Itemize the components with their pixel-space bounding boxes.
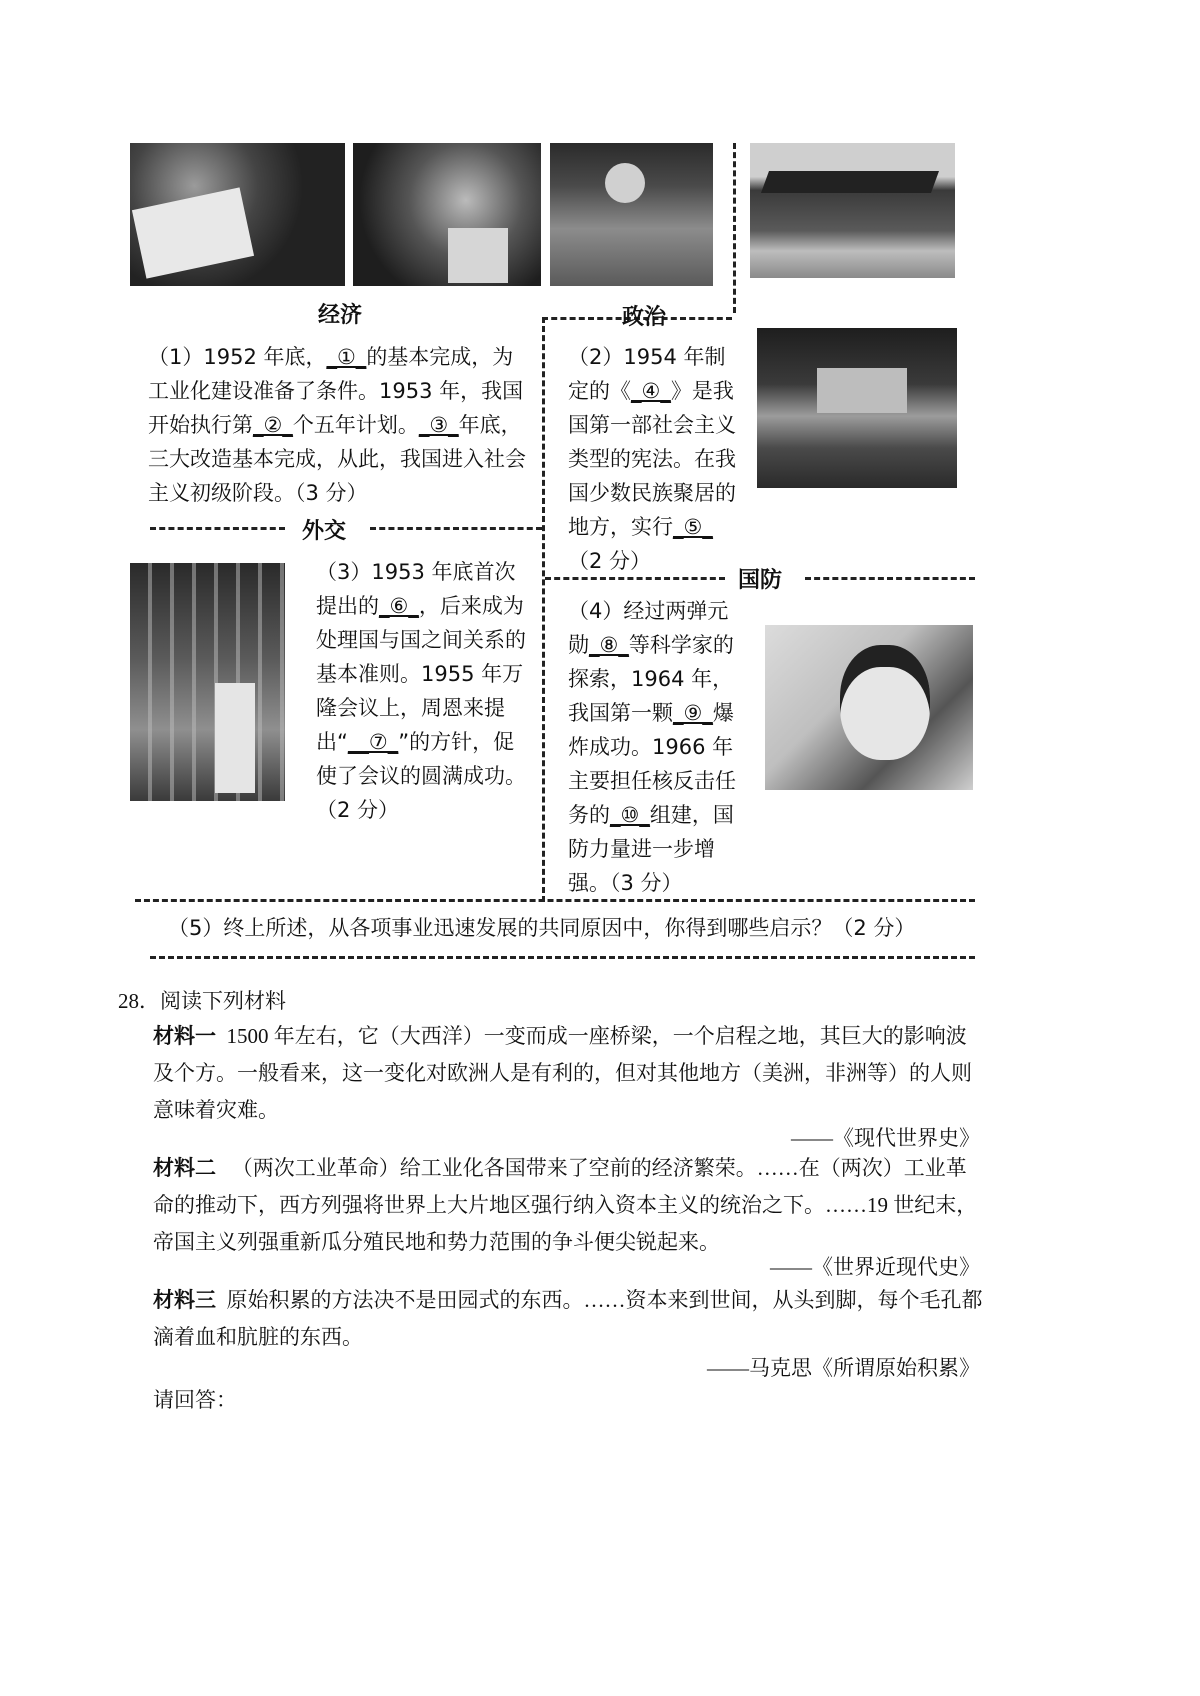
section-title-politics: 政治 xyxy=(622,305,667,330)
material-3-label: 材料三 xyxy=(153,1288,216,1312)
diplomacy-paragraph: （3）1953 年底首次提出的_⑥_，后来成为处理国与国之间关系的基本准则。1955 年万隆会议上，周恩来提出“__⑦_”的方针，促使了会议的圆满成功。（2 分） xyxy=(316,560,526,822)
blank-3: _③_ xyxy=(418,413,459,437)
blank-1: _①_ xyxy=(326,345,367,369)
defense-paragraph: （4）经过两弹元勋_⑧_等科学家的探索，1964 年，我国第一颗_⑨_爆炸成功。1966 年主要担任核反击任务的_⑩_组建，国防力量进一步增强。（3 分） xyxy=(568,599,736,895)
photo-bandung-conference xyxy=(130,563,285,801)
material-2-source: ——《世界近现代史》 xyxy=(770,1255,980,1279)
blank-7: __⑦_ xyxy=(347,730,399,754)
material-3 xyxy=(153,1282,983,1356)
divider-summary-top xyxy=(135,899,975,902)
question-28-header xyxy=(118,983,286,1020)
section-title-defense: 国防 xyxy=(738,568,783,593)
material-2-label: 材料二 xyxy=(153,1156,216,1180)
blank-10: _⑩_ xyxy=(610,803,650,827)
photo-five-year-plan xyxy=(353,143,541,286)
blank-8: _⑧_ xyxy=(589,633,629,657)
photo-land-reform xyxy=(130,143,345,286)
photo-npc-meeting xyxy=(757,328,957,488)
photo-soldier xyxy=(550,143,713,286)
question-number: 28． xyxy=(118,989,160,1013)
material-1-source: ——《现代世界史》 xyxy=(791,1126,980,1150)
section-title-economy: 经济 xyxy=(318,303,363,328)
material-2 xyxy=(153,1150,983,1261)
blank-4: _④_ xyxy=(631,379,671,403)
question-intro: 阅读下列材料 xyxy=(160,989,286,1013)
economy-paragraph: （1）1952 年底，_①_的基本完成，为工业化建设准备了条件。1953 年，我国开始执行第_②_个五年计划。_③_年底，三大改造基本完成，从此，我国进入社会主义初级阶段。（3 分） xyxy=(148,345,526,505)
material-2-text: （两次工业革命）给工业化各国带来了空前的经济繁荣。……在（两次）工业革命的推动下，西方列强将世界上大片地区强行纳入资本主义的统治之下。……19 世纪末，帝国主义列强重新瓜分殖民地和势力范围的争斗便尖锐起来。 xyxy=(153,1156,978,1254)
material-1-label: 材料一 xyxy=(153,1024,216,1048)
politics-paragraph: （2）1954 年制定的《_④_》是我国第一部社会主义类型的宪法。在我国少数民族聚居的地方，实行_⑤_（2 分） xyxy=(568,345,736,573)
photo-scientist xyxy=(765,625,973,790)
answer-prompt: 请回答： xyxy=(153,1388,237,1412)
material-1-text: 1500 年左右，它（大西洋）一变而成一座桥梁，一个启程之地，其巨大的影响波及个方。一般看来，这一变化对欧洲人是有利的，但对其他地方（美洲，非洲等）的人则意味着灾难。 xyxy=(153,1024,972,1122)
blank-2: _②_ xyxy=(253,413,293,437)
material-1 xyxy=(153,1018,983,1129)
section-title-diplomacy: 外交 xyxy=(302,519,347,544)
blank-6: _⑥_ xyxy=(379,594,419,618)
summary-question: （5）终上所述，从各项事业迅速发展的共同原因中，你得到哪些启示？（2 分） xyxy=(168,916,916,940)
blank-9: _⑨_ xyxy=(673,701,713,725)
divider-top-right xyxy=(733,143,736,313)
divider-middle-vertical xyxy=(542,317,545,902)
divider-summary-bottom xyxy=(150,956,975,959)
divider-diplomacy-left xyxy=(150,527,285,530)
divider-defense-right xyxy=(805,577,975,580)
photo-building xyxy=(750,143,955,278)
material-3-text: 原始积累的方法决不是田园式的东西。……资本来到世间，从头到脚，每个毛孔都滴着血和肮脏的东西。 xyxy=(153,1288,983,1349)
material-3-source: ——马克思《所谓原始积累》 xyxy=(707,1356,980,1380)
divider-diplomacy-right xyxy=(370,527,542,530)
blank-5: _⑤_ xyxy=(673,515,713,539)
